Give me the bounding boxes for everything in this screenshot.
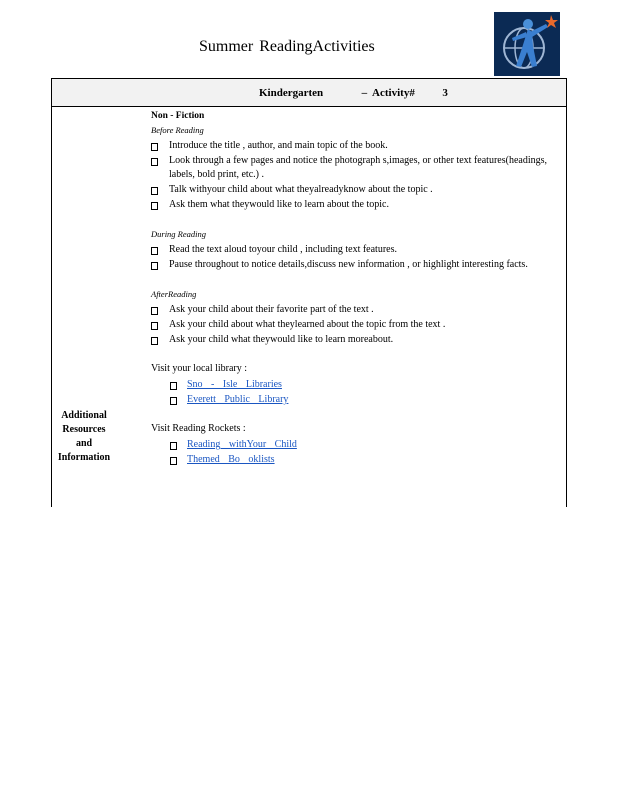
before-reading-list bbox=[151, 139, 547, 212]
checkbox-icon bbox=[151, 307, 158, 315]
page-title: Summer ReadingActivities bbox=[199, 38, 375, 55]
checkbox-icon bbox=[151, 262, 158, 270]
logo-icon bbox=[494, 12, 560, 76]
themed-booklists-link[interactable]: Themed Bo oklists bbox=[187, 454, 275, 465]
before-reading-heading: Before Reading bbox=[151, 125, 204, 135]
side-label bbox=[54, 409, 114, 465]
section-title: Non - Fiction bbox=[151, 111, 205, 121]
checkbox-icon bbox=[170, 382, 177, 390]
list-item: Look through a few pages and notice the photograph s,images, or other text features(headings, labels, bold print, etc.) . bbox=[151, 154, 547, 182]
checkbox-icon bbox=[151, 143, 158, 151]
reading-with-your-child-link[interactable]: Reading withYour Child bbox=[187, 439, 297, 450]
list-item: Ask your child about their favorite part of the text . bbox=[151, 303, 547, 317]
table-header-title: Kindergarten – Activity# 3 bbox=[259, 87, 448, 99]
during-reading-heading: During Reading bbox=[151, 229, 207, 239]
after-reading-heading: AfterReading bbox=[151, 289, 197, 299]
activity-table bbox=[51, 78, 567, 507]
checkbox-icon bbox=[151, 158, 158, 166]
checkbox-icon bbox=[151, 337, 158, 345]
list-item: Talk withyour child about what theyalreadyknow about the topic . bbox=[151, 183, 547, 197]
side-label-line: Resources bbox=[62, 424, 106, 435]
sno-isle-libraries-link[interactable]: Sno - Isle Libraries bbox=[187, 379, 282, 390]
table-header bbox=[52, 79, 566, 107]
side-label-line: and bbox=[75, 438, 93, 449]
list-item bbox=[151, 438, 547, 452]
list-item bbox=[151, 393, 547, 407]
checkbox-icon bbox=[151, 187, 158, 195]
list-item: Read the text aloud toyour child , including text features. bbox=[151, 243, 547, 257]
side-label-line: Information bbox=[57, 452, 111, 463]
library-links bbox=[151, 378, 547, 407]
list-item: Ask them what theywould like to learn about the topic. bbox=[151, 198, 547, 212]
list-item bbox=[151, 378, 547, 392]
list-item: Introduce the title , author, and main topic of the book. bbox=[151, 139, 547, 153]
checkbox-icon bbox=[151, 247, 158, 255]
rockets-links bbox=[151, 438, 547, 467]
checkbox-icon bbox=[151, 322, 158, 330]
checkbox-icon bbox=[151, 202, 158, 210]
list-item: Pause throughout to notice details,discuss new information , or highlight interesting facts. bbox=[151, 258, 547, 272]
list-item: Ask your child what theywould like to learn moreabout. bbox=[151, 333, 547, 347]
checkbox-icon bbox=[170, 457, 177, 465]
during-reading-list bbox=[151, 243, 547, 272]
after-reading-list bbox=[151, 303, 547, 347]
activity-content bbox=[151, 109, 547, 468]
checkbox-icon bbox=[170, 442, 177, 450]
list-item bbox=[151, 453, 547, 467]
side-label-line: Additional bbox=[61, 410, 107, 421]
library-intro: Visit your local library : bbox=[151, 363, 248, 374]
checkbox-icon bbox=[170, 397, 177, 405]
list-item: Ask your child about what theylearned about the topic from the text . bbox=[151, 318, 547, 332]
everett-public-library-link[interactable]: Everett Public Library bbox=[187, 394, 289, 405]
rockets-intro: Visit Reading Rockets : bbox=[151, 423, 246, 434]
